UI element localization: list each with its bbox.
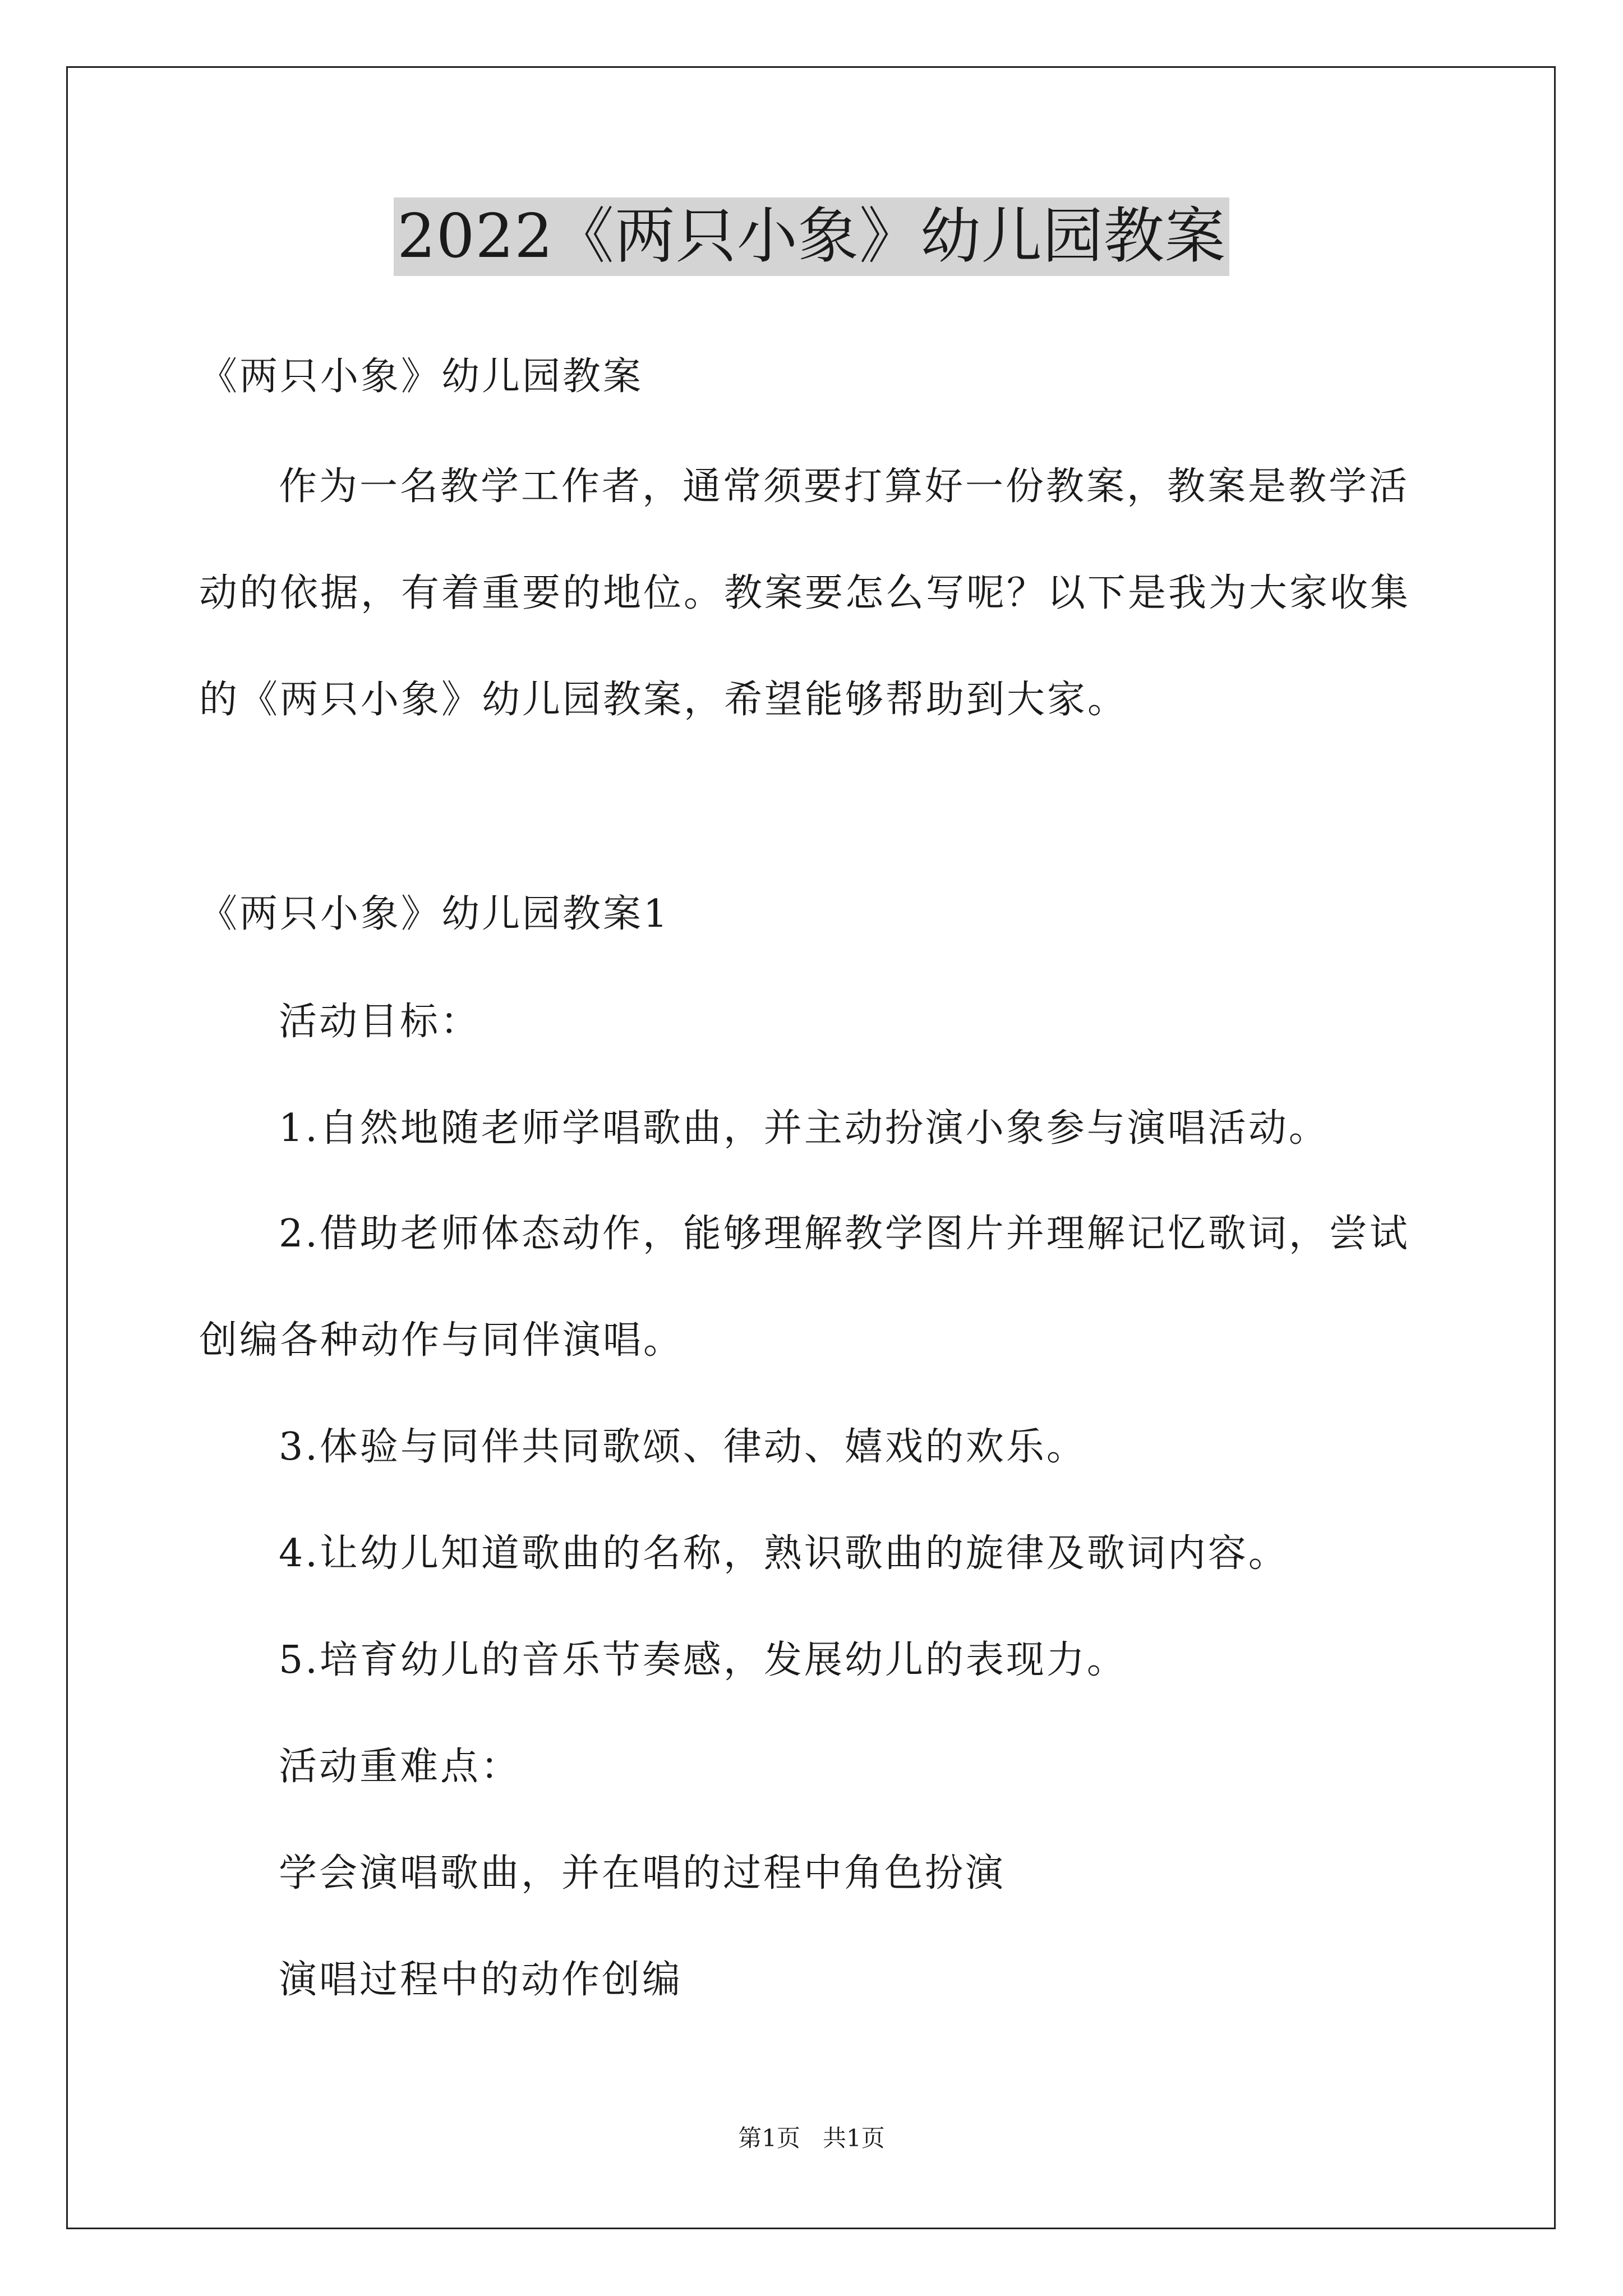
goal-item-3: 3.体验与同伴共同歌颂、律动、嬉戏的欢乐。 — [279, 1425, 1087, 1469]
goals-heading: 活动目标： — [279, 1000, 481, 1044]
intro-line-2: 动的依据，有着重要的地位。教案要怎么写呢？以下是我为大家收集 — [199, 571, 1411, 615]
keypoints-heading: 活动重难点： — [279, 1745, 522, 1789]
document-title: 2022《两只小象》幼儿园教案 — [394, 197, 1229, 276]
title-container — [0, 197, 1623, 276]
keypoint-item-2: 演唱过程中的动作创编 — [279, 1958, 683, 2002]
intro-line-3: 的《两只小象》幼儿园教案，希望能够帮助到大家。 — [199, 678, 1128, 722]
goal-item-2: 2.借助老师体态动作，能够理解教学图片并理解记忆歌词，尝试 — [279, 1212, 1410, 1256]
goal-item-4: 4.让幼儿知道歌曲的名称，熟识歌曲的旋律及歌词内容。 — [279, 1531, 1289, 1576]
intro-line-1: 作为一名教学工作者，通常须要打算好一份教案，教案是教学活 — [279, 464, 1410, 509]
goal-item-2-continued: 创编各种动作与同伴演唱。 — [199, 1318, 684, 1363]
goal-item-1: 1.自然地随老师学唱歌曲，并主动扮演小象参与演唱活动。 — [279, 1106, 1329, 1151]
goal-item-5: 5.培育幼儿的音乐节奏感，发展幼儿的表现力。 — [279, 1638, 1127, 1682]
keypoint-item-1: 学会演唱歌曲，并在唱的过程中角色扮演 — [279, 1851, 1006, 1895]
document-subtitle: 《两只小象》幼儿园教案 — [199, 355, 644, 399]
page-footer: 第1页 共1页 — [738, 2124, 885, 2152]
section-title: 《两只小象》幼儿园教案1 — [199, 892, 670, 936]
